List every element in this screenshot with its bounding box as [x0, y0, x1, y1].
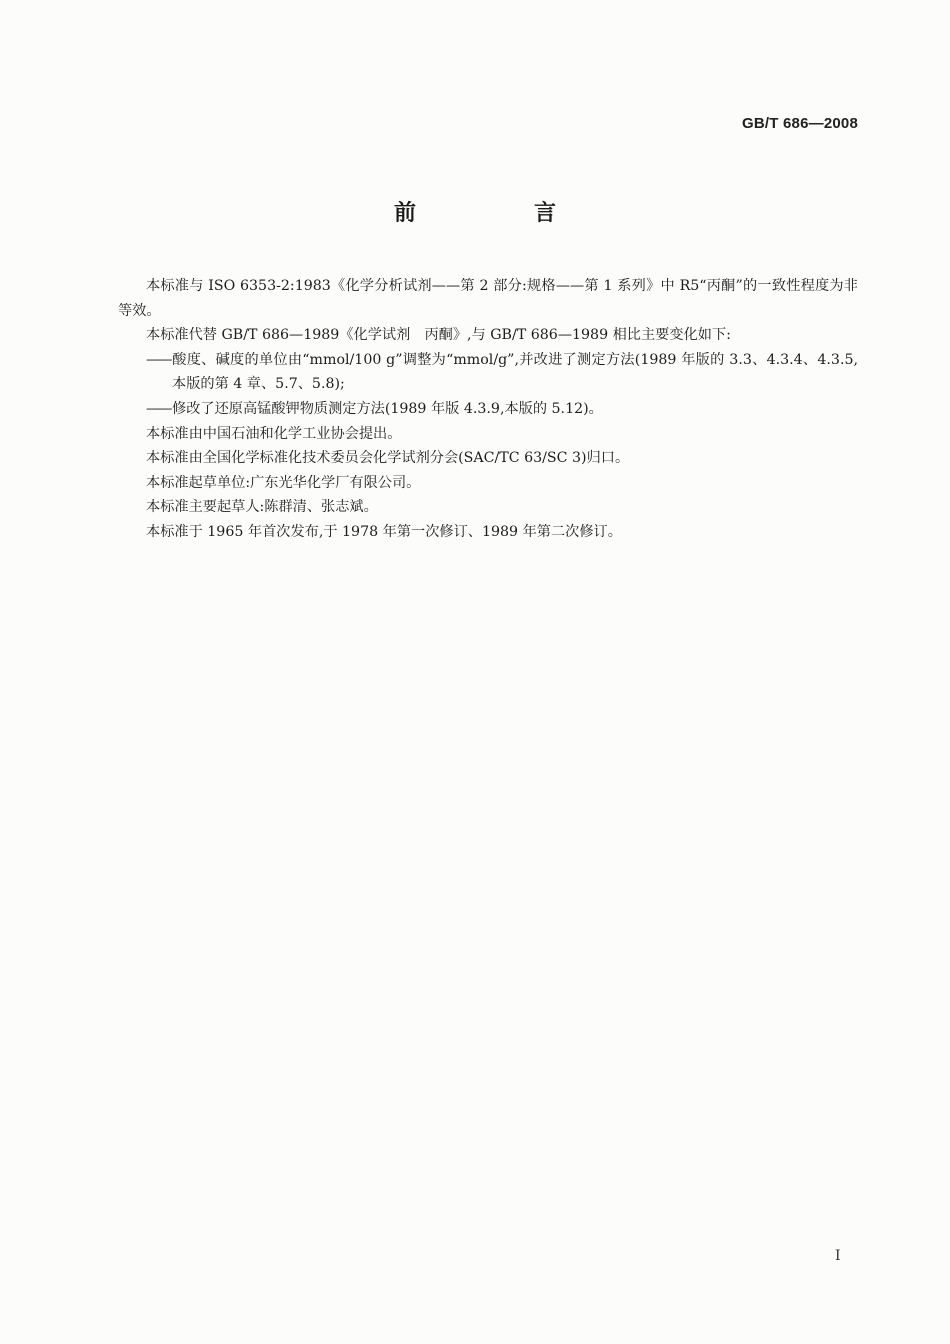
page-number: I [835, 1248, 841, 1264]
change-item-text: 酸度、碱度的单位由“mmol/100 g”调整为“mmol/g”,并改进了测定方法(1989 年版的 3.3、4.3.4、4.3.5,本版的第 4 章、5.7、5.8); [172, 351, 858, 393]
paragraph-drafting-unit: 本标准起草单位:广东光华化学厂有限公司。 [146, 474, 421, 491]
paragraph-replaces: 本标准代替 GB/T 686—1989《化学试剂 丙酮》,与 GB/T 686—1989 相比主要变化如下: [146, 327, 731, 344]
dash-marker: —— [146, 351, 171, 368]
foreword-body [118, 274, 858, 545]
paragraph-technical-committee: 本标准由全国化学标准化技术委员会化学试剂分会(SAC/TC 63/SC 3)归口。 [146, 450, 630, 467]
change-item-text: 修改了还原高锰酸钾物质测定方法(1989 年版 4.3.9,本版的 5.12)。 [172, 400, 603, 417]
paragraph-equivalence: 本标准与 ISO 6353-2:1983《化学分析试剂——第 2 部分:规格——第 1 系列》中 R5“丙酮”的一致性程度为非等效。 [118, 278, 858, 319]
paragraph-history: 本标准于 1965 年首次发布,于 1978 年第一次修订、1989 年第二次修订。 [146, 523, 622, 540]
change-item [118, 348, 858, 397]
page-title: 前 言 [393, 201, 604, 226]
dash-marker: —— [146, 400, 171, 417]
paragraph-drafters: 本标准主要起草人:陈群清、张志斌。 [146, 499, 378, 516]
paragraph-proposed-by: 本标准由中国石油和化学工业协会提出。 [146, 425, 402, 442]
standard-code: GB/T 686—2008 [742, 115, 858, 132]
change-item [118, 397, 858, 422]
